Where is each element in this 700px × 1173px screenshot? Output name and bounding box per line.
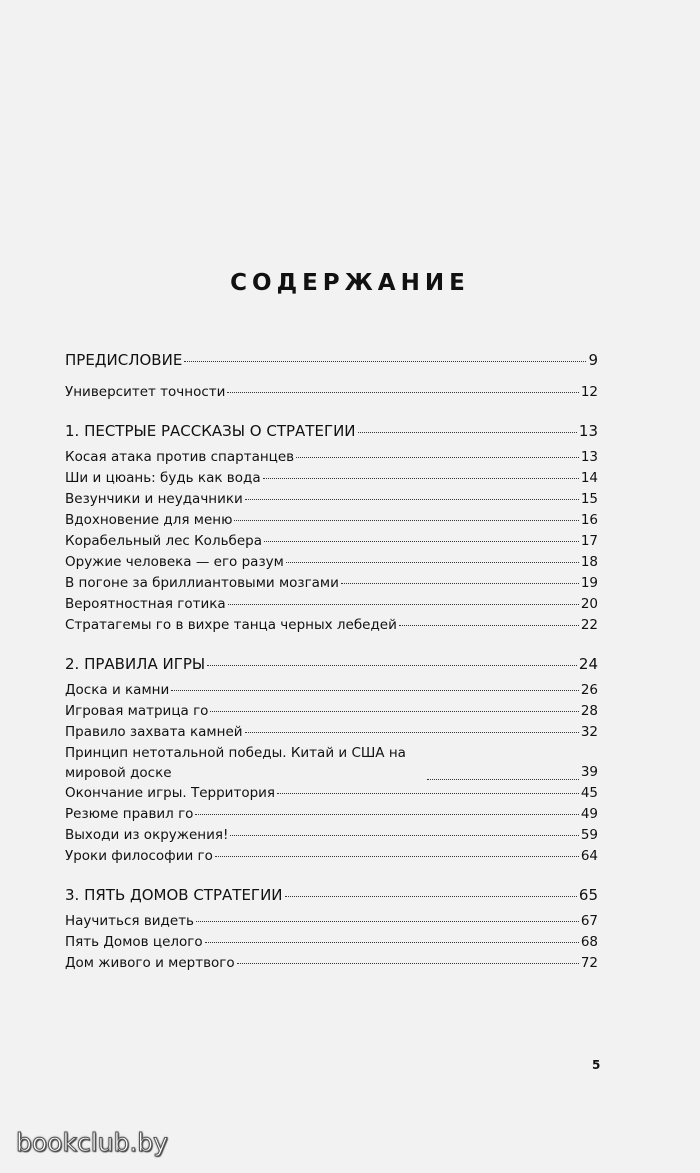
toc-entry-title: Пять Домов целого [65, 934, 203, 950]
toc-entry-page: 19 [580, 575, 598, 591]
toc-entry[interactable] [65, 680, 598, 701]
toc-entry[interactable] [65, 531, 598, 552]
toc-entry-page: 45 [580, 785, 598, 801]
toc-chapter-2[interactable] [65, 652, 598, 676]
dot-leader [237, 963, 579, 964]
toc-entry[interactable] [65, 615, 598, 636]
toc-entry-page: 26 [580, 682, 598, 698]
toc-entry[interactable] [65, 911, 598, 932]
toc-entry[interactable] [65, 804, 598, 825]
toc-entry-title: Выходи из окружения! [65, 827, 229, 843]
toc-entry[interactable] [65, 953, 598, 974]
toc-entry-page: 64 [580, 848, 598, 864]
toc-entry-title: Научиться видеть [65, 913, 195, 929]
toc-entry-page: 16 [580, 512, 598, 528]
toc-chapter-title: 3. ПЯТЬ ДОМОВ СТРАТЕГИИ [65, 886, 283, 904]
toc-entry[interactable] [65, 594, 598, 615]
toc-entry-page: 13 [580, 449, 598, 465]
toc-entry-title: ПРЕДИСЛОВИЕ [65, 351, 183, 369]
dot-leader [195, 814, 578, 815]
toc-entry-page: 14 [580, 470, 598, 486]
toc-entry-page: 9 [588, 351, 598, 369]
toc-chapter-page: 13 [578, 422, 598, 440]
toc-entry-title: Косая атака против спартанцев [65, 449, 295, 465]
dot-leader [341, 583, 579, 584]
toc-entry-title: Дом живого и мертвого [65, 955, 235, 971]
dot-leader [245, 499, 579, 500]
toc-entry-title: Стратагемы го в вихре танца черных лебедей [65, 617, 397, 633]
toc-entry[interactable] [65, 447, 598, 468]
toc-entry-page: 20 [580, 596, 598, 612]
toc-entry-page: 28 [580, 703, 598, 719]
page-number: 5 [592, 1058, 601, 1072]
toc-entry[interactable] [65, 743, 598, 783]
toc-entry-preface[interactable] [65, 348, 598, 372]
toc-entry[interactable] [65, 468, 598, 489]
dot-leader [358, 432, 577, 433]
toc-entry-title: Окончание игры. Территория [65, 785, 276, 801]
toc-entry-title: Доска и камни [65, 682, 170, 698]
toc-entry-page: 59 [580, 827, 598, 843]
dot-leader [264, 541, 579, 542]
toc-entry-title: Правило захвата камней [65, 724, 243, 740]
dot-leader [286, 562, 579, 563]
dot-leader [245, 732, 579, 733]
dot-leader [227, 392, 578, 393]
dot-leader [427, 779, 579, 780]
toc-entry-title: Везунчики и неудачники [65, 491, 243, 507]
toc-entry[interactable] [65, 552, 598, 573]
toc-entry-title: Корабельный лес Кольбера [65, 533, 263, 549]
dot-leader [234, 520, 578, 521]
toc-chapter-page: 65 [578, 886, 598, 904]
toc-entry-page: 72 [580, 955, 598, 971]
toc-chapter-title: 2. ПРАВИЛА ИГРЫ [65, 655, 206, 673]
dot-leader [215, 856, 579, 857]
toc-entry-page: 17 [580, 533, 598, 549]
dot-leader [296, 457, 579, 458]
dot-leader [207, 665, 577, 666]
toc-entry[interactable] [65, 783, 598, 804]
toc-entry-page: 18 [580, 554, 598, 570]
toc-entry-title: В погоне за бриллиантовыми мозгами [65, 575, 339, 591]
toc-entry-title: Резюме правил го [65, 806, 194, 822]
table-of-contents [65, 348, 598, 974]
toc-entry-page: 67 [580, 913, 598, 929]
toc-entry-page: 22 [580, 617, 598, 633]
toc-entry-page: 49 [580, 806, 598, 822]
toc-entry-page: 32 [580, 724, 598, 740]
dot-leader [277, 793, 579, 794]
toc-entry-title: Вероятностная готика [65, 596, 226, 612]
toc-entry-title: Уроки философии го [65, 848, 213, 864]
toc-chapter-title: 1. ПЕСТРЫЕ РАССКАЗЫ О СТРАТЕГИИ [65, 422, 356, 440]
toc-entry-university[interactable] [65, 382, 598, 403]
dot-leader [399, 625, 579, 626]
toc-entry[interactable] [65, 701, 598, 722]
dot-leader [263, 478, 579, 479]
toc-entry-page: 68 [580, 934, 598, 950]
toc-entry[interactable] [65, 489, 598, 510]
toc-entry[interactable] [65, 846, 598, 867]
toc-entry-title: Принцип нетотальной победы. Китай и США на мировой доске [65, 745, 406, 781]
toc-chapter-1[interactable] [65, 419, 598, 443]
toc-chapter-page: 24 [578, 655, 598, 673]
toc-entry-title: Ши и цюань: будь как вода [65, 470, 261, 486]
toc-entry[interactable] [65, 573, 598, 594]
toc-entry[interactable] [65, 722, 598, 743]
toc-entry-title: Игровая матрица го [65, 703, 209, 719]
dot-leader [184, 361, 586, 362]
toc-entry-page: 12 [580, 384, 598, 400]
toc-entry-page: 39 [580, 764, 598, 780]
toc-entry[interactable] [65, 510, 598, 531]
dot-leader [210, 711, 578, 712]
toc-entry[interactable] [65, 825, 598, 846]
toc-chapter-3[interactable] [65, 883, 598, 907]
toc-entry-title: Вдохновение для меню [65, 512, 233, 528]
watermark-logo: bookclub.by [16, 1128, 168, 1157]
toc-entry[interactable] [65, 932, 598, 953]
dot-leader [205, 942, 579, 943]
page-title: СОДЕРЖАНИЕ [230, 270, 470, 296]
dot-leader [228, 604, 579, 605]
toc-entry-page: 15 [580, 491, 598, 507]
toc-entry-title: Университет точности [65, 384, 226, 400]
dot-leader [230, 835, 578, 836]
dot-leader [196, 921, 579, 922]
toc-entry-title: Оружие человека — его разум [65, 554, 284, 570]
dot-leader [171, 690, 579, 691]
dot-leader [285, 896, 577, 897]
